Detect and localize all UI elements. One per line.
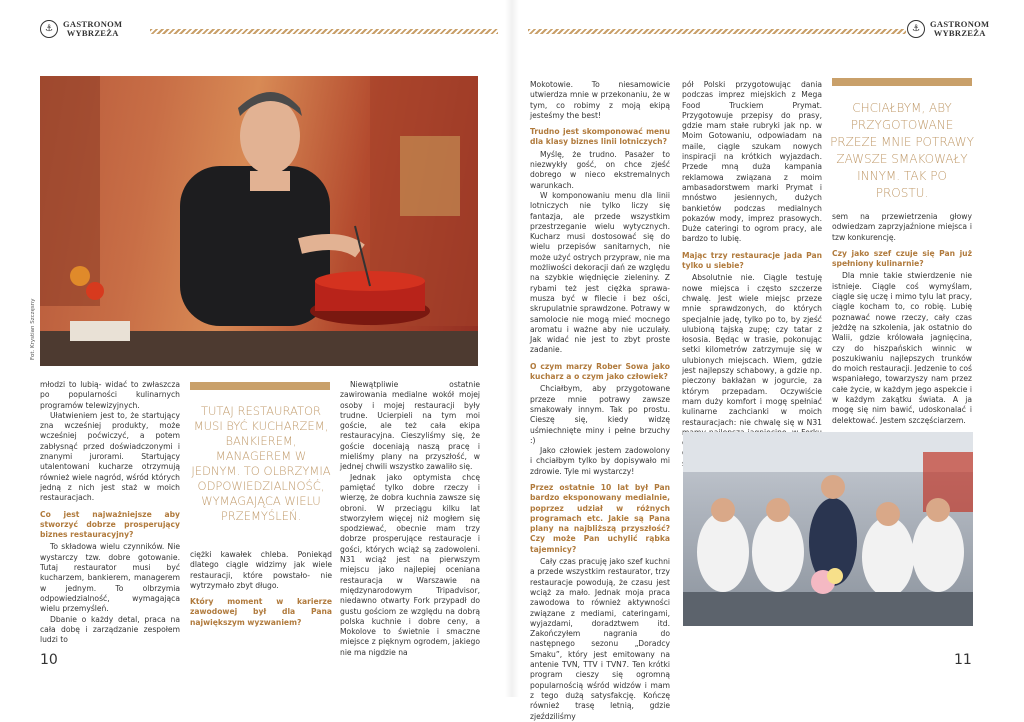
paragraph: To składowa wielu czynników. Nie wystarczy tzw. dobre gotowanie. Tutaj restaurator musi być kucharzem, bankierem, managerem w jednym. To olbrzymia odpowiedzialność, wymagająca wielu przemyśleń. [40,542,180,614]
header-stripe [528,29,906,34]
paragraph: młodzi to lubią- widać to zwłaszcza po popularności kulinarnych programów telewizyjnych. [40,380,180,410]
page-number-left: 10 [40,652,58,668]
magazine-logo-left [40,20,122,38]
anchor-icon: ⚓ [907,20,925,38]
pull-quote: CHCIAŁBYM, ABY PRZYGOTOWANE PRZEZE MNIE POTRAWY ZAWSZE SMAKOWAŁY INNYM. TAK PO PROSTU. [830,101,974,200]
logo-line-1: GASTRONOM [63,19,123,29]
paragraph: Jako człowiek jestem zadowolony i chciałbym tylko by dopisywało mi zdrowie. Tyle mi wystarczy! [530,446,670,476]
anchor-icon: ⚓ [40,20,58,38]
chefs-group-photo [683,432,973,626]
question-heading: Który moment w karierze zawodowej był dla Pana największym wyzwaniem? [190,597,332,627]
paragraph: W komponowaniu menu dla linii lotniczych nie tylko liczy się fantazja, ale przede wszystkim przestrzeganie wielu wytycznych. Kucharz musi dostosować się do wielu przepisów sanitarnych, nie może użyć ostrych przypraw, nie ma możliwości dekoracji dań ze względu na szybkie więdnięcie zieleniny. Z rybami też jest ciężka sprawa- musza być w filecie i bez ości, skrupulatnie sprawdzone. Potrawy w samolocie nie mogą mieć mocnego aromatu i ważne aby nie uczulały. Jak widać nie jest to zbyt proste zadanie. [530,190,670,355]
paragraph: Dla mnie takie stwierdzenie nie istnieje. Ciągle coś wymyślam, ciągle się uczę i mimo tylu lat pracy, ciągle kocham to, co robię. Lubię poznawać nowe rzeczy, cały czas jeżdżę na szkolenia, jak ostatnio do Walii, gdzie królowała jagnięcina, czy do hiszpańskich winnic w poszukiwaniu najlepszych trunków do moich restauracji. Jedzenie to coś wspaniałego, towarzyszy nam przez całe życie, w każdym jego aspekcie i w każdym zakątku świata. A ja mogę się nim bawić, udoskonalać i delektować. Jestem szczęściarzem. [832,271,972,425]
chef-cooking-illustration [40,76,478,366]
paragraph: Myślę, że trudno. Pasażer to niezwykły gość, on chce zjeść dobrego w nieco ekstremalnych warunkach. [530,149,670,190]
chefs-group-illustration [683,432,973,626]
question-heading: Czy jako szef czuje się Pan już spełniony kulinarnie? [832,248,972,269]
article-column-3 [340,380,480,658]
logo-line-2: WYBRZEŻA [66,28,119,38]
logo-line-1: GASTRONOM [930,19,990,29]
logo-text [63,20,122,38]
paragraph: ciężki kawałek chleba. Poniekąd dlatego ciągle widzimy jak wiele restauracji, które powstało- nie wytrzymało zbyt długo. [190,550,332,590]
article-column-1 [40,380,180,645]
paragraph: Dbanie o każdy detal, praca na cała dobę i zarządzanie zespołem ludzi to [40,614,180,645]
paragraph: pół Polski przygotowując dania podczas imprez miejskich z Mega Food Truckiem Prymat. Przygotowuje przepisy do prasy, gdzie mam stałe rubryki jak np. w Moim Gotowaniu, odpowiadam na maile, ciągle szukam nowych inspiracji na krótkich wyjazdach. Przede mną duża kampania reklamowa związana z moim ambasadorstwem marki Prymat i mnóstwo jesiennych, dużych bankietów podczas medialnych pokazów mody, imprez prasowych. Duże cateringi to ogrom pracy, ale bardzo to lubię. [682,80,822,244]
pull-quote: TUTAJ RESTAURATOR MUSI BYĆ KUCHARZEM, BANKIEREM, MANAGEREM W JEDNYM. TO OLBRZYMIA ODPOWIEDZIALNOŚĆ, WYMAGAJĄCA WIELU PRZEMYŚLEŃ. [191,404,331,523]
spread-gutter [505,0,519,697]
logo-text [930,20,989,38]
logo-line-2: WYBRZEŻA [933,28,986,38]
question-heading: Trudno jest skomponować menu dla klasy biznes linii lotniczych? [530,127,670,147]
magazine-logo-right [907,20,989,38]
question-heading: O czym marzy Rober Sowa jako kucharz a o czym jako człowiek? [530,361,670,382]
paragraph: Absolutnie nie. Ciągle testuję nowe miejsca i często szczerze chwalę. Jest wiele miejsc przeze mnie sprawdzonych, do których specjalnie jadę, tylko po to, by zjeść ulubioną tajską zupę; czy tatar z łososia. Będąc w trasie, pokonując setki kilometrów zatrzymuje się w ulubionych miejscach. Wiem, gdzie jest najlepszy schabowy, a gdzie np. pieczony bakłażan w jogurcie, za którym przepadam. Oczywiście mam duży komfort i mogę spełniać kulinarne zachcianki w moich restauracjach: nie chwalę się w N31 [682,273,822,427]
pull-quote-rule [190,382,330,390]
question-heading: Co jest najważniejsze aby stworzyć dobrze prosperujący biznes restauracyjny? [40,509,180,540]
header-stripe [150,29,498,34]
paragraph: Mokotowie. To niesamowicie utwierdza mnie w przekonaniu, że w tym, co robimy z moją ekipą jesteśmy the best! [530,80,670,120]
paragraph: Ułatwieniem jest to, że startujący zna wcześniej produkty, może wcześniej poćwiczyć, a potem zabłysnąć przed doświadczonymi i znanymi jurorami. Startujący utalentowani kucharze otrzymują również wiele nagród, wśród których jedną z nich jest staż w moich restauracjach. [40,410,180,503]
paragraph: Cały czas pracuję jako szef kuchni a przede wszystkim restaurator, trzy restauracje powodują, że czasu jest wciąż za mało. Jednak moja praca zawodowa to również aktywności związane z mediami, cateringami, wyjazdami, doradztwem itd. Zakończyłem nagrania do następnego sezonu „Doradcy Smaku”, który jest emitowany na antenie TVN, TTV i TVN7. Ten krótki program cieszy się ogromną popularnością wśród widzów i mam z tego dużą satysfakcję. Kończę również trasę letnią, gdzie zjeździliśmy [530,557,670,721]
paragraph: Niewątpliwie ostatnie zawirowania medialne wokół mojej osoby i mojej restauracji były trudne. Ucierpieli na tym moi goście, ale też cała ekipa restauracyjna. Cieszyliśmy się, że goście doceniają naszą pracę i mieliśmy plany na przyszłość, w jednej chwili wszystko zawaliło się. [340,380,480,472]
photo-credit: Fot. Krystian Szczęsny [30,298,36,360]
page-number-right: 11 [954,652,972,668]
pull-quote-rule [832,78,972,86]
article-column-4 [530,80,670,722]
article-column-2 [190,550,332,630]
article-column-5 [682,80,822,469]
paragraph: sem na przewietrzenia głowy odwiedzam zaprzyjaźnione miejsca i tzw konkurencję. [832,212,972,242]
paragraph: Chciałbym, aby przygotowane przeze mnie potrawy zawsze smakowały innym. Tak po prostu. Cieszę się, kiedy widzę uśmiechnięte miny i pełne brzuchy :) [530,384,670,445]
paragraph: Jednak jako optymista chcę pamiętać tylko dobre rzeczy i wierzę, że dobra kuchnia zawsze się obroni. W przeciągu kilku lat stworzyłem więcej niż mogłem się spodziewać, obecnie mam trzy dobrze prosperujące restauracje i gości, których wciąż są zadowoleni. N31 wciąż jest na pierwszym miejscu jako najlepiej oceniana restauracja w Warszawie na międzynarodowym Tripadvisor, niedawno otwarty Fork przypadł do gustu gościom ze względu na dobrą polska kuchnie i dobre ceny, a Mokolove to świetnie i smaczne miejsce z pięknym ogrodem, jakiego nie ma nigdzie na [340,472,480,657]
article-column-6 [832,212,972,426]
chef-cooking-photo [40,76,478,366]
question-heading: Mając trzy restauracje jada Pan tylko u siebie? [682,250,822,271]
question-heading: Przez ostatnie 10 lat był Pan bardzo eksponowany medialnie, poprzez udział w różnych programach etc. Jakie są Pana plany na najbliższą przyszłość? Czy może Pan uchylić rąbka tajemnicy? [530,482,670,554]
